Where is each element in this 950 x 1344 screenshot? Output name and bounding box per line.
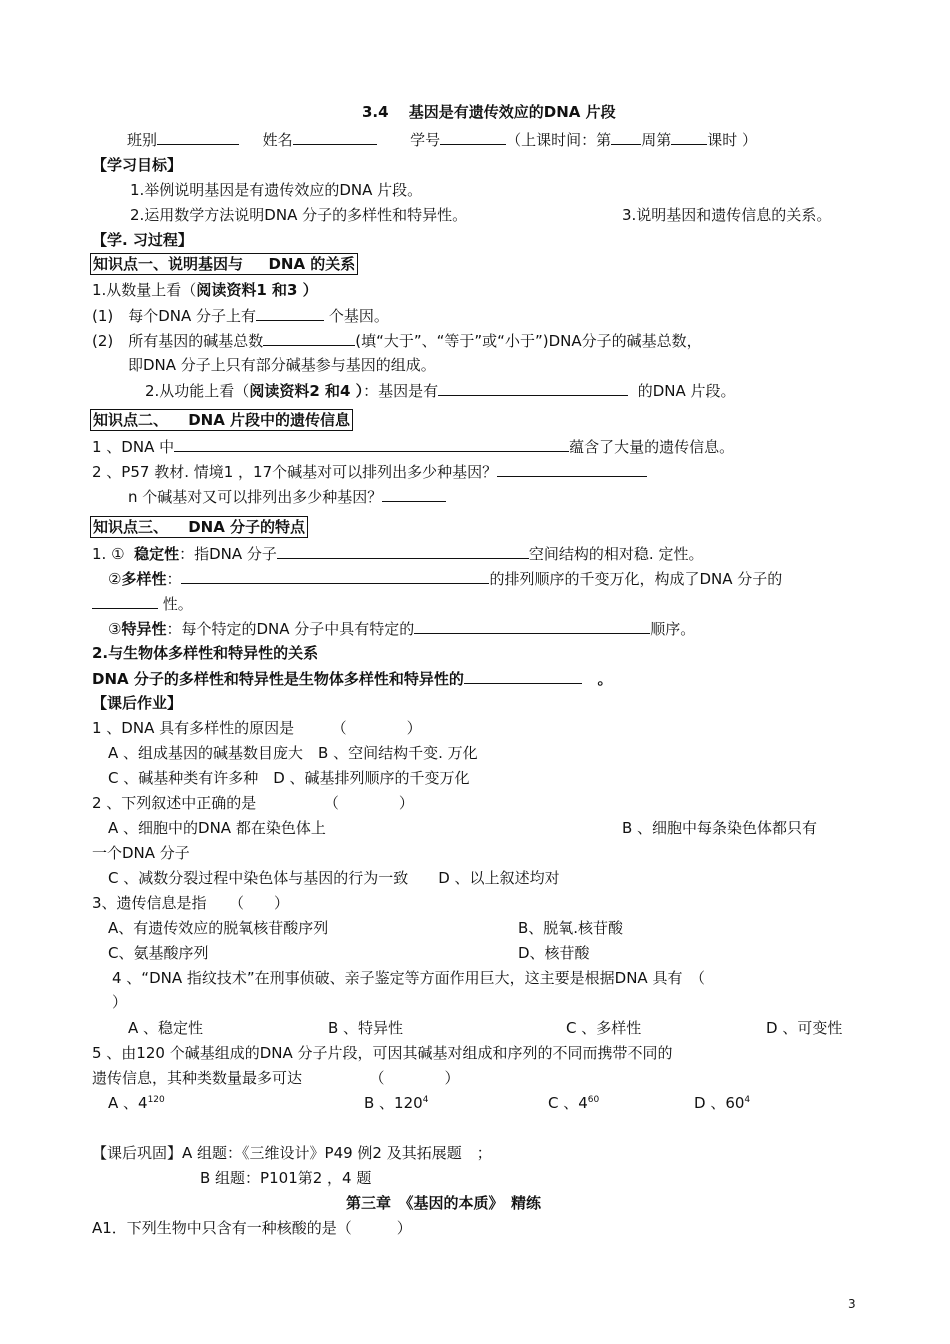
q5-d-base: D 、60 <box>694 1094 745 1112</box>
id-blank <box>440 129 506 145</box>
process-header: 【学. 习过程】 <box>92 231 193 249</box>
k1-gene-count-blank <box>256 305 324 321</box>
goal-2: 2.运用数学方法说明DNA 分子的多样性和特异性。 <box>130 206 468 224</box>
k2-info-blank <box>174 436 569 452</box>
q5-b-exp: 4 <box>422 1095 429 1105</box>
week-label: 周第 <box>641 131 672 149</box>
k3-line-5: 2.与生物体多样性和特异性的关系 <box>92 644 319 662</box>
k3-l1-tail: 空间结构的相对稳. 定性。 <box>528 545 704 563</box>
k3-l4-tail: 顺序。 <box>650 620 696 638</box>
k3-line-1 <box>92 543 703 564</box>
k1-l5-bold: 阅读资料2 和4 ） <box>249 382 364 400</box>
time-prefix: （上课时间：第 <box>506 131 612 149</box>
k3-l2-tail: 的排列顺序的千变万化，构成了DNA 分子的 <box>489 570 783 588</box>
q1-options-cd: C 、碱基种类有许多种 D 、碱基排列顺序的千变万化 <box>108 769 470 787</box>
goal-3: 3.说明基因和遗传信息的关系。 <box>622 206 832 224</box>
k3-specificity-label: 特异性 <box>121 620 167 638</box>
page-number: 3 <box>848 1297 856 1311</box>
q1-stem: 1 、DNA 具有多样性的原因是 （ ） <box>92 719 422 737</box>
q5-stem-1: 5 、由120 个碱基组成的DNA 分子片段，可因其碱基对组成和序列的不同而携带不同的 <box>92 1044 673 1062</box>
k1-l3-tail: (填“大于”、“等于”或“小于”)DNA分子的碱基总数， <box>355 332 702 350</box>
knowledge-point-2-header: 知识点二、 DNA 片段中的遗传信息 <box>90 409 353 431</box>
q5-option-d <box>694 1093 750 1113</box>
q5-d-exp: 4 <box>744 1095 751 1105</box>
k2-line-2 <box>92 461 647 482</box>
q5-stem-2: 遗传信息，其种类数量最多可达 （ ） <box>92 1069 460 1087</box>
class-label: 班别 <box>127 131 158 149</box>
q2-options-cd: C 、减数分裂过程中染色体与基因的行为一致 D 、以上叙述均对 <box>108 869 560 887</box>
goal-1: 1.举例说明基因是有遗传效应的DNA 片段。 <box>130 181 423 199</box>
k3-l2-colon: ： <box>166 570 182 588</box>
q5-c-exp: 60 <box>587 1095 600 1105</box>
q5-a-exp: 120 <box>147 1095 165 1105</box>
q5-option-c <box>548 1093 599 1113</box>
page-title: 3.4 基因是有遗传效应的DNA 片段 <box>362 103 616 121</box>
k1-l5-text: 2.从功能上看（ <box>145 382 250 400</box>
q5-c-base: C 、4 <box>548 1094 588 1112</box>
k2-l3-text: n 个碱基对又可以排列出多少种基因？ <box>128 488 383 506</box>
week-blank <box>611 129 641 145</box>
k3-l6-text: DNA 分子的多样性和特异性是生物体多样性和特异性的 <box>92 670 464 688</box>
id-label: 学号 <box>410 131 441 149</box>
period-label: 课时 ） <box>707 131 757 149</box>
k3-diversity-blank-2 <box>92 593 158 609</box>
k3-diversity-label: 多样性 <box>121 570 167 588</box>
k1-l1-bold: 阅读资料1 和3 ） <box>196 281 318 299</box>
k2-n-answer-blank <box>382 486 446 502</box>
q5-a-base: A 、4 <box>108 1094 148 1112</box>
k1-line-3 <box>92 330 702 351</box>
k3-line-4 <box>108 618 695 639</box>
k2-line-3 <box>128 486 446 507</box>
k3-specificity-blank <box>414 618 650 634</box>
k3-l2-num: ② <box>108 570 122 588</box>
q5-option-a <box>108 1093 165 1113</box>
a1-question: A1．下列生物中只含有一种核酸的是（ ） <box>92 1219 412 1237</box>
k3-l1-text: ：指DNA 分子 <box>179 545 277 563</box>
q4-option-a: A 、稳定性 <box>128 1019 204 1037</box>
k1-l5-mid: ：基因是有 <box>363 382 439 400</box>
k1-line-4: 即DNA 分子上只有部分碱基参与基因的组成。 <box>128 356 436 374</box>
k3-line-2 <box>108 568 782 589</box>
review-line-2: B 组题：P101第2 ，4 题 <box>200 1169 372 1187</box>
knowledge-point-3-header: 知识点三、 DNA 分子的特点 <box>90 516 308 538</box>
period-blank <box>671 129 707 145</box>
student-info-line <box>127 129 757 150</box>
q3-option-a: A、有遗传效应的脱氧核苷酸序列 <box>108 919 329 937</box>
k1-base-count-blank <box>263 330 355 346</box>
q3-option-b: B、脱氧.核苷酸 <box>518 919 624 937</box>
k1-line-5 <box>145 380 736 401</box>
q1-options-ab: A 、组成基因的碱基数目庞大 B 、空间结构千变. 万化 <box>108 744 478 762</box>
k1-l1-text: 1.从数量上看（ <box>92 281 197 299</box>
k3-line-3 <box>92 593 193 614</box>
q3-option-c: C、氨基酸序列 <box>108 944 209 962</box>
q4-stem: 4 、“DNA 指纹技术”在刑事侦破、亲子鉴定等方面作用巨大，这主要是根据DNA 具有 （ <box>112 969 705 987</box>
k1-line-2 <box>92 305 389 326</box>
review-line-1: 【课后巩固】A 组题：《三维设计》P49 例2 及其拓展题 ； <box>92 1144 492 1162</box>
k1-l3-text: (2) 所有基因的碱基总数 <box>92 332 264 350</box>
k1-l2-tail: 个基因。 <box>328 307 389 325</box>
q2-option-a: A 、细胞中的DNA 都在染色体上 <box>108 819 326 837</box>
k3-stability-blank <box>277 543 529 559</box>
homework-header: 【课后作业】 <box>92 694 183 712</box>
k3-l3-text: 性。 <box>162 595 193 613</box>
k3-diversity-blank <box>181 568 489 584</box>
knowledge-point-1-header: 知识点一、说明基因与 DNA 的关系 <box>90 253 358 275</box>
k1-function-blank <box>438 380 628 396</box>
q2-option-b: B 、细胞中每条染色体都只有 <box>622 819 818 837</box>
k1-l5-tail: 的DNA 片段。 <box>637 382 736 400</box>
q5-b-base: B 、120 <box>364 1094 423 1112</box>
k2-l1-tail: 蕴含了大量的遗传信息。 <box>569 438 735 456</box>
q4-option-c: C 、多样性 <box>566 1019 642 1037</box>
k2-line-1 <box>92 436 734 457</box>
name-blank <box>293 129 377 145</box>
k2-l1-text: 1 、DNA 中 <box>92 438 175 456</box>
q5-option-b <box>364 1093 428 1113</box>
k3-l4-text: ：每个特定的DNA 分子中具有特定的 <box>166 620 415 638</box>
q4-option-b: B 、特异性 <box>328 1019 404 1037</box>
k2-17-answer-blank <box>497 461 647 477</box>
k3-l6-tail: 。 <box>597 670 613 688</box>
k3-l1-num: 1. ① <box>92 545 125 563</box>
q2-stem: 2 、下列叙述中正确的是 （ ） <box>92 794 414 812</box>
q3-stem: 3、遗传信息是指 （ ） <box>92 894 290 912</box>
k1-line-1 <box>92 280 318 300</box>
k3-stability-label: 稳定性 <box>134 545 180 563</box>
q4-option-d: D 、可变性 <box>766 1019 843 1037</box>
class-blank <box>157 129 239 145</box>
q4-paren: ） <box>112 993 128 1011</box>
q2-option-b-cont: 一个DNA 分子 <box>92 844 190 862</box>
chapter-title: 第三章 《基因的本质》 精练 <box>346 1194 542 1212</box>
k3-l4-num: ③ <box>108 620 122 638</box>
k2-l2-text: 2 、P57 教材. 情境1 ，17个碱基对可以排列出多少种基因？ <box>92 463 498 481</box>
k3-relation-blank <box>464 668 582 684</box>
name-label: 姓名 <box>262 131 293 149</box>
k3-line-6 <box>92 668 613 689</box>
q3-option-d: D、核苷酸 <box>518 944 590 962</box>
goals-header: 【学习目标】 <box>92 156 183 174</box>
k1-l2-text: (1) 每个DNA 分子上有 <box>92 307 257 325</box>
